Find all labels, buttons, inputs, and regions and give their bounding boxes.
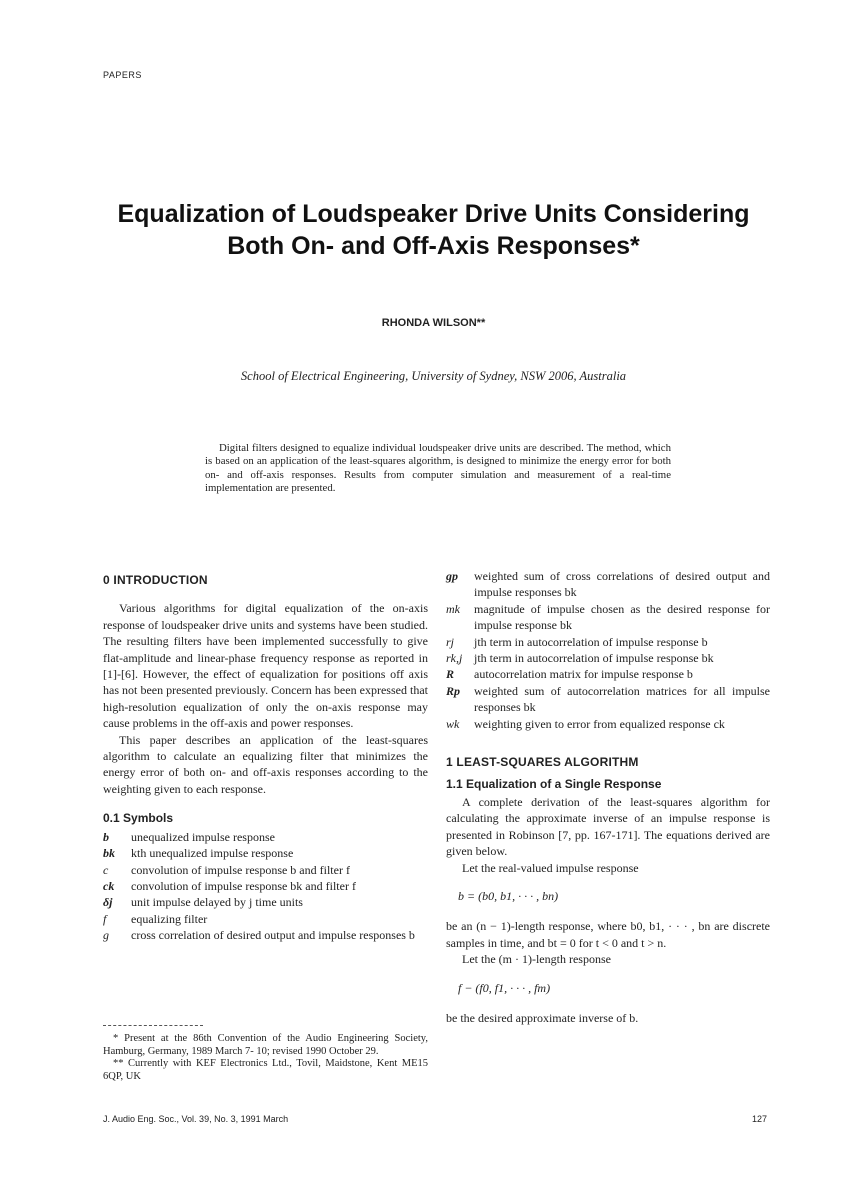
symbol-row <box>103 829 428 845</box>
symbol-row <box>103 862 428 878</box>
equation-impulse-response: b = (b0, b1, · · · , bn) <box>458 888 559 903</box>
symbol: bk <box>103 846 115 861</box>
symbol-description: equalizing filter <box>131 911 208 926</box>
symbol-row <box>103 927 428 943</box>
symbol: g <box>103 928 109 943</box>
symbol: δj <box>103 895 113 910</box>
symbol-row <box>103 845 428 861</box>
intro-paragraph-1: Various algorithms for digital equalization of the on-axis response of loudspeaker drive units and systems have been studied. The resulting filters have been implemented successfully to give flat-amplitude and linear-phase frequency response as reported in [1]-[6]. However, the effect of equalization for positions off axis has not been presented previously. Concern has been expressed that high-resolution equalization of only the on-axis response may cause problems in the off-axis and power responses. <box>103 601 428 731</box>
symbol: b <box>103 829 109 844</box>
symbol-row <box>446 650 770 666</box>
symbol-description: kth unequalized impulse response <box>131 846 294 861</box>
footnote-1: * Present at the 86th Convention of the Audio Engineering Society, Hamburg, Germany, 1989 March 7- 10; revised 1990 October 29. <box>103 1033 428 1057</box>
symbol: rj <box>446 634 455 649</box>
running-header: PAPERS <box>103 70 142 80</box>
section1-paragraph-2: Let the real-valued impulse response <box>462 860 639 875</box>
symbol-description: convolution of impulse response bk and filter f <box>131 878 356 893</box>
symbol: f <box>103 911 107 926</box>
symbol-description: convolution of impulse response b and filter f <box>131 862 350 877</box>
symbol-description: weighted sum of cross correlations of desired output and impulse responses bk <box>474 569 770 600</box>
symbol-row <box>103 894 428 910</box>
footnote-2: ** Currently with KEF Electronics Ltd., Tovil, Maidstone, Kent ME15 6QP, UK <box>103 1058 428 1082</box>
abstract: Digital filters designed to equalize individual loudspeaker drive units are described. The method, which is based on an application of the least-squares algorithm, is designed to minimize the energy error for both on- and off-axis responses. Results from computer simulation and measurement of a real-time implementation are presented. <box>205 442 671 495</box>
intro-paragraph-2: This paper describes an application of the least-squares algorithm to calculate an equalizing filter that minimizes the energy error of both on- and off-axis responses according to the weighting given to each response. <box>103 732 428 796</box>
symbol-description: unequalized impulse response <box>131 829 275 844</box>
symbol-row <box>446 683 770 716</box>
symbol-row <box>446 634 770 650</box>
equation-filter: f − (f0, f1, · · · , fm) <box>458 980 551 995</box>
symbol-description: cross correlation of desired output and impulse responses b <box>131 928 415 943</box>
left-column <box>103 572 428 944</box>
author-name: RHONDA WILSON** <box>381 317 486 329</box>
symbol-description: weighting given to error from equalized response ck <box>474 716 725 731</box>
symbol-row <box>446 666 770 682</box>
symbol-description: weighted sum of autocorrelation matrices for all impulse responses bk <box>474 683 770 715</box>
symbol-row <box>103 878 428 894</box>
symbol: gp <box>446 569 458 583</box>
page-number: 127 <box>752 1114 768 1124</box>
symbol-description: magnitude of impulse chosen as the desired response for impulse response bk <box>474 601 770 633</box>
paper-title <box>60 198 807 262</box>
section1-subheading: 1.1 Equalization of a Single Response <box>446 777 662 792</box>
symbol: wk <box>446 716 460 731</box>
intro-heading: 0 INTRODUCTION <box>103 573 208 587</box>
symbols-heading: 0.1 Symbols <box>103 811 174 826</box>
affiliation: School of Electrical Engineering, University of Sydney, NSW 2006, Australia <box>240 369 627 383</box>
title-line-2: Both On- and Off-Axis Responses* <box>227 232 640 260</box>
section1-paragraph-5: be the desired approximate inverse of b. <box>446 1010 639 1025</box>
section1-paragraph-1: A complete derivation of the least-squares algorithm for calculating the approximate inverse of an impulse response is presented in Robinson [7, pp. 167-171]. The equations derived are given below. <box>446 794 770 859</box>
journal-citation: J. Audio Eng. Soc., Vol. 39, No. 3, 1991 March <box>103 1114 289 1124</box>
right-column <box>446 568 770 1026</box>
symbol-row <box>446 601 770 634</box>
section1-heading: 1 LEAST-SQUARES ALGORITHM <box>446 755 639 770</box>
symbol: Rp <box>446 683 461 698</box>
section1-paragraph-4: Let the (m · 1)-length response <box>462 952 611 967</box>
symbol-row <box>103 911 428 927</box>
symbol: R <box>446 667 455 682</box>
symbol-description: jth term in autocorrelation of impulse response bk <box>474 651 714 666</box>
symbol-description: jth term in autocorrelation of impulse response b <box>474 634 708 649</box>
symbol-description: unit impulse delayed by j time units <box>131 895 303 910</box>
footnote-rule <box>103 1025 203 1026</box>
symbol-row <box>446 568 770 601</box>
symbol: rk,j <box>446 651 463 666</box>
symbol-row <box>446 716 770 732</box>
symbol: ck <box>103 878 115 893</box>
section1-paragraph-3: be an (n − 1)-length response, where b0, b1, · · · , bn are discrete samples in time, and bt = 0 for t < 0 and t > n. <box>446 919 770 950</box>
title-line-1: Equalization of Loudspeaker Drive Units Considering <box>117 200 750 228</box>
symbol: c <box>103 862 109 877</box>
footnotes <box>103 1033 428 1083</box>
symbol-description: autocorrelation matrix for impulse response b <box>474 667 693 682</box>
symbol: mk <box>446 601 460 616</box>
